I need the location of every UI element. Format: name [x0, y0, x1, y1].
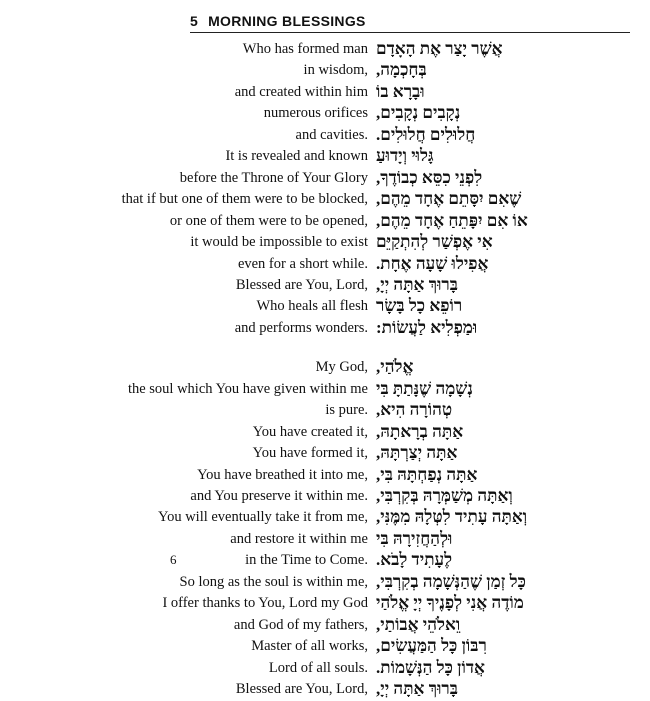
text-line — [0, 613, 650, 637]
english-line: I offer thanks to You, Lord my God — [162, 595, 368, 612]
hebrew-line: וּמַפְלִיא לַעֲשׂוֹת: — [376, 317, 478, 337]
english-line: So long as the soul is within me, — [179, 573, 368, 590]
english-line: Who has formed man — [242, 41, 368, 57]
text-line — [0, 484, 650, 508]
hebrew-line: וְאַתָּה מְשַׁמְּרָהּ בְּקִרְבִּי, — [376, 486, 513, 505]
text-line — [0, 463, 650, 487]
text-line — [0, 377, 650, 401]
hebrew-line: אֲשֶׁר יָצַר אֶת הָאָדָם — [376, 39, 503, 58]
text-line — [0, 656, 650, 680]
text-line — [0, 420, 650, 444]
english-line: before the Throne of Your Glory — [179, 169, 368, 186]
hebrew-line: לִפְנֵי כִסֵּא כְבוֹדֶךָ, — [376, 167, 483, 187]
text-line — [0, 505, 650, 529]
hebrew-line: וֵאלֹהֵי אֲבוֹתַי, — [376, 614, 461, 634]
hebrew-line: אוֹ אִם יִפָּתֵחַ אֶחָד מֵהֶם, — [376, 210, 528, 230]
text-line — [0, 591, 650, 615]
hebrew-line: חֲלוּלִים חֲלוּלִים. — [376, 124, 476, 144]
text-line — [0, 677, 650, 701]
text-line — [0, 187, 650, 211]
text-line — [0, 209, 650, 233]
english-line: Who heals all flesh — [256, 298, 368, 315]
text-line — [0, 230, 650, 254]
hebrew-line: אֱלֹהַי, — [376, 357, 414, 377]
english-line: Lord of all souls. — [268, 659, 368, 676]
english-line: You have created it, — [252, 423, 368, 440]
marginal-note-number: 6 — [170, 552, 177, 568]
english-line: Blessed are You, Lord, — [235, 276, 368, 293]
hebrew-line: אַתָּה יְצַרְתָּהּ, — [376, 443, 458, 463]
hebrew-line: בְּחָכְמָה, — [376, 60, 427, 80]
text-line — [0, 273, 650, 297]
english-line: You have formed it, — [252, 445, 368, 462]
text-line — [0, 37, 650, 61]
hebrew-line: אִי אֶפְשַׁר לְהִתְקַיֵּם — [376, 232, 493, 252]
english-line: and performs wonders. — [234, 319, 368, 336]
hebrew-line: רִבּוֹן כָּל הַמַּעֲשִׂים, — [376, 636, 487, 656]
hebrew-line: כָּל זְמַן שֶׁהַנְּשָׁמָה בְקִרְבִּי, — [376, 571, 526, 591]
text-line — [0, 570, 650, 594]
hebrew-line: נְקָבִים נְקָבִים, — [376, 103, 461, 123]
english-line: and You preserve it within me. — [190, 488, 368, 504]
hebrew-line: בָּרוּךְ אַתָּה יְיָ, — [376, 274, 458, 294]
english-line: Master of all works, — [251, 638, 368, 655]
hebrew-line: רוֹפֵא כָל בָּשָׂר — [376, 296, 463, 316]
hebrew-line: בָּרוּךְ אַתָּה יְיָ, — [376, 679, 458, 699]
hebrew-line: וּלְהַחֲזִירָהּ בִּי — [376, 528, 453, 548]
english-line: and God of my fathers, — [233, 616, 368, 633]
text-line — [0, 294, 650, 318]
english-line: You have breathed it into me, — [197, 466, 368, 483]
text-line — [0, 441, 650, 465]
english-line: My God, — [315, 359, 368, 376]
english-line: Blessed are You, Lord, — [235, 681, 368, 698]
hebrew-line: מוֹדֶה אֲנִי לְפָנֶיךָ יְיָ אֱלֹהַי — [376, 593, 524, 613]
text-line — [0, 101, 650, 125]
english-line: it would be impossible to exist — [190, 234, 368, 251]
english-line: is pure. — [325, 402, 368, 419]
hebrew-line: וְאַתָּה עָתִיד לִטְּלָהּ מִמֶּנִּי, — [376, 507, 528, 527]
text-line — [0, 252, 650, 276]
english-line: and cavities. — [295, 126, 368, 143]
english-line: and restore it within me — [230, 530, 368, 547]
english-line: or one of them were to be opened, — [169, 212, 368, 229]
english-line: in wisdom, — [303, 62, 368, 79]
hebrew-line: שֶׁאִם יִסָּתֵם אֶחָד מֵהֶם, — [376, 189, 522, 209]
text-line — [0, 80, 650, 104]
text-line — [0, 316, 650, 340]
text-line — [0, 527, 650, 551]
hebrew-line: גָּלוּי וְיָדוּעַ — [376, 146, 434, 166]
text-line — [0, 398, 650, 422]
hebrew-line: אַתָּה נְפַחְתָּהּ בִּי, — [376, 464, 478, 484]
text-line — [0, 634, 650, 658]
english-line: numerous orifices — [263, 105, 368, 122]
text-line — [0, 144, 650, 168]
hebrew-line: אֲפִילוּ שָׁעָה אֶחָת. — [376, 253, 489, 273]
section-title: MORNING BLESSINGS — [208, 13, 366, 29]
text-line — [0, 355, 650, 379]
text-line — [0, 166, 650, 190]
hebrew-line: לֶעָתִיד לָבֹא. — [376, 550, 453, 570]
hebrew-line: אֲדוֹן כָּל הַנְּשָׁמוֹת. — [376, 657, 485, 677]
english-line: You will eventually take it from me, — [158, 509, 368, 526]
hebrew-line: נְשָׁמָה שֶׁנָּתַתָּ בִּי — [376, 378, 473, 398]
english-line: even for a short while. — [237, 255, 368, 272]
english-line: in the Time to Come. — [245, 552, 368, 569]
text-line — [0, 123, 650, 147]
hebrew-line: אַתָּה בְרָאתָהּ, — [376, 421, 464, 441]
text-line — [0, 548, 650, 572]
page-number: 5 — [190, 13, 199, 29]
hebrew-line: וּבָרָא בוֹ — [376, 81, 425, 101]
english-line: that if but one of them were to be blocked, — [121, 191, 368, 208]
english-line: and created within him — [234, 83, 368, 100]
hebrew-line: טְהוֹרָה הִיא, — [376, 400, 453, 420]
english-line: It is revealed and known — [225, 148, 368, 165]
english-line: the soul which You have given within me — [127, 380, 368, 397]
text-line — [0, 58, 650, 82]
